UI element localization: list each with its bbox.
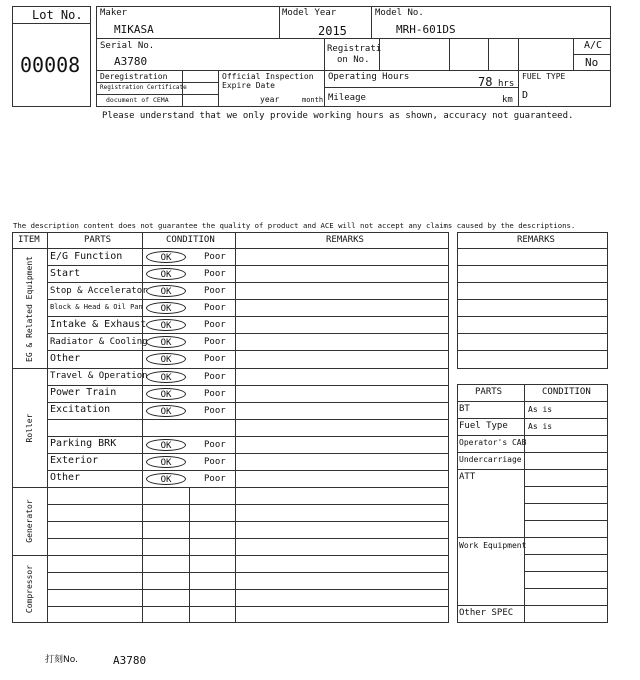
col-remarks: REMARKS bbox=[326, 235, 364, 245]
poor-option[interactable]: Poor bbox=[204, 372, 226, 382]
hours-notice: Please understand that we only provide working hours as shown, accuracy not guaranteed. bbox=[102, 111, 574, 121]
stamp-label: 打刻No. bbox=[45, 655, 78, 665]
fuel-type-value: D bbox=[522, 90, 529, 101]
deregistration-label: Deregistration bbox=[100, 72, 168, 81]
side-other-label: Other SPEC bbox=[459, 608, 514, 618]
side-fuel-value: As is bbox=[528, 422, 553, 431]
part-radiator-cooling: Radiator & Cooling bbox=[50, 337, 148, 347]
side-att-label: ATT bbox=[459, 472, 476, 482]
lot-value: 00008 bbox=[20, 53, 81, 77]
ok-marker[interactable]: OK bbox=[146, 405, 186, 417]
serial-label: Serial No. bbox=[100, 41, 155, 51]
col-condition: CONDITION bbox=[166, 235, 215, 245]
fuel-type-label: FUEL TYPE bbox=[522, 72, 566, 81]
ok-marker[interactable]: OK bbox=[146, 302, 186, 314]
poor-option[interactable]: Poor bbox=[204, 406, 226, 416]
ok-marker[interactable]: OK bbox=[146, 353, 186, 365]
part-parking-brk: Parking BRK bbox=[50, 438, 117, 449]
part-power-train: Power Train bbox=[50, 387, 117, 398]
description-notice: The description content does not guarantee the quality of product and ACE will not accept any claims caused by the descriptions. bbox=[13, 221, 576, 230]
registration-label-1: Registrati bbox=[327, 44, 382, 54]
poor-option[interactable]: Poor bbox=[204, 389, 226, 399]
ok-marker[interactable]: OK bbox=[146, 285, 186, 297]
inspection-label-1: Official Inspection bbox=[222, 72, 314, 81]
maker-value: MIKASA bbox=[114, 23, 154, 36]
part-start: Start bbox=[50, 268, 81, 279]
side-col-condition: CONDITION bbox=[542, 387, 591, 397]
poor-option[interactable]: Poor bbox=[204, 320, 226, 330]
group-compressor-label: Compressor bbox=[25, 564, 34, 614]
ok-marker[interactable]: OK bbox=[146, 473, 186, 485]
part-excitation: Excitation bbox=[50, 404, 111, 415]
poor-option[interactable]: Poor bbox=[204, 286, 226, 296]
cema-label: document of CEMA bbox=[106, 96, 169, 104]
ok-marker[interactable]: OK bbox=[146, 336, 186, 348]
poor-option[interactable]: Poor bbox=[204, 252, 226, 262]
side-bt-label: BT bbox=[459, 404, 470, 414]
km-label: km bbox=[502, 95, 513, 105]
side-col-parts: PARTS bbox=[475, 387, 503, 397]
model-year-value: 2015 bbox=[318, 24, 347, 38]
side-work-label: Work Equipment bbox=[459, 541, 527, 550]
maker-label: Maker bbox=[100, 8, 128, 18]
ok-marker[interactable]: OK bbox=[146, 319, 186, 331]
part-eg-other: Other bbox=[50, 353, 81, 364]
poor-option[interactable]: Poor bbox=[204, 440, 226, 450]
part-block-head: Block & Head & Oil Pan bbox=[50, 303, 143, 311]
stamp-value: A3780 bbox=[113, 654, 147, 667]
side-bt-value: As is bbox=[528, 405, 553, 414]
month-label: month bbox=[302, 96, 324, 104]
inspection-label-2: Expire Date bbox=[222, 81, 275, 90]
ac-label: A/C bbox=[584, 40, 603, 51]
side-undercarriage-label: Undercarriage bbox=[459, 455, 522, 464]
reg-cert-label: Registration Certificate bbox=[100, 84, 187, 91]
ok-marker[interactable]: OK bbox=[146, 268, 186, 280]
mileage-label: Mileage bbox=[328, 93, 366, 103]
col-item: ITEM bbox=[18, 235, 40, 245]
ok-marker[interactable]: OK bbox=[146, 251, 186, 263]
group-roller-label: Roller bbox=[25, 413, 34, 443]
ok-marker[interactable]: OK bbox=[146, 388, 186, 400]
side-fuel-label: Fuel Type bbox=[459, 421, 508, 431]
side-remarks-title: REMARKS bbox=[517, 235, 555, 245]
poor-option[interactable]: Poor bbox=[204, 269, 226, 279]
ok-marker[interactable]: OK bbox=[146, 371, 186, 383]
poor-option[interactable]: Poor bbox=[204, 303, 226, 313]
ok-marker[interactable]: OK bbox=[146, 456, 186, 468]
model-no-label: Model No. bbox=[375, 8, 424, 18]
hrs-label: hrs bbox=[498, 79, 515, 89]
model-no-value: MRH-601DS bbox=[396, 23, 456, 36]
part-exterior: Exterior bbox=[50, 455, 99, 466]
part-eg-function: E/G Function bbox=[50, 251, 123, 262]
operating-hours-label: Operating Hours bbox=[328, 72, 410, 82]
part-roller-other: Other bbox=[50, 472, 81, 483]
operating-hours-value: 78 bbox=[478, 75, 493, 89]
lot-label: Lot No. bbox=[32, 8, 83, 22]
model-year-label: Model Year bbox=[282, 8, 337, 18]
group-eg-label: EG & Related Equipment bbox=[25, 256, 34, 362]
year-label: year bbox=[260, 95, 280, 104]
col-parts: PARTS bbox=[84, 235, 112, 245]
part-stop-accelerator: Stop & Accelerator bbox=[50, 286, 148, 296]
poor-option[interactable]: Poor bbox=[204, 457, 226, 467]
serial-value: A3780 bbox=[114, 55, 148, 68]
part-travel-operation: Travel & Operation bbox=[50, 371, 148, 381]
ac-value: No bbox=[585, 56, 599, 69]
poor-option[interactable]: Poor bbox=[204, 474, 226, 484]
poor-option[interactable]: Poor bbox=[204, 337, 226, 347]
side-cab-label: Operator's CAB bbox=[459, 438, 527, 447]
group-generator-label: Generator bbox=[25, 499, 34, 543]
part-intake-exhaust: Intake & Exhaust bbox=[50, 319, 147, 330]
registration-label-2: on No. bbox=[337, 55, 370, 65]
poor-option[interactable]: Poor bbox=[204, 354, 226, 364]
ok-marker[interactable]: OK bbox=[146, 439, 186, 451]
